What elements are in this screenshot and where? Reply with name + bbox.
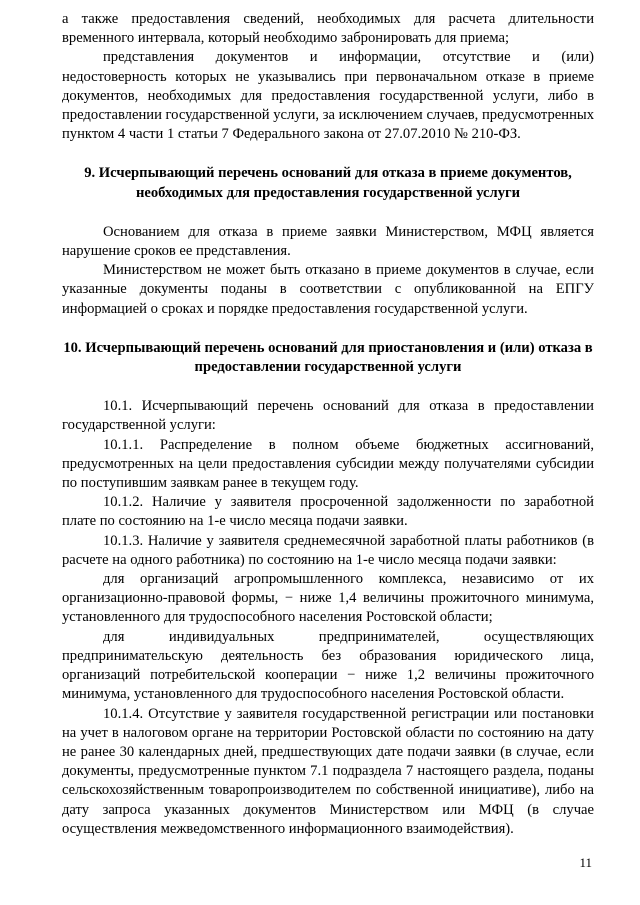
page-number: 11 [579, 855, 592, 870]
section-9-title: 9. Исчерпывающий перечень оснований для отказа в приеме документов, необходимых для предоставления государственной услуги [84, 165, 572, 201]
section-10-title: 10. Исчерпывающий перечень оснований для приостановления и (или) отказа в предоставлении государственной услуги [63, 339, 593, 376]
document-page [62, 10, 594, 839]
section-10-paragraph-3: 10.1.2. Наличие у заявителя просроченной задолженности по заработной плате по состоянию на 1-е число месяца подачи заявки. [62, 494, 594, 530]
paragraph-top-1: а также предоставления сведений, необходимых для расчета длительности временного интервала, который необходимо забронировать для приема; [62, 11, 594, 47]
section-10-paragraph-5: для организаций агропромышленного комплекса, независимо от их организационно-правовой формы, − ниже 1,4 величины прожиточного минимума, установленного для трудоспособного населения Ростовской области; [62, 571, 594, 626]
section-9-paragraph-1: Основанием для отказа в приеме заявки Министерством, МФЦ является нарушение сроков ее представления. [62, 223, 594, 260]
section-10-paragraph-6: для индивидуальных предпринимателей, осуществляющих предпринимательскую деятельность без образования юридического лица, организаций потребительской кооперации − ниже 1,2 величины прожиточного минимума, установленного для трудоспособного населения Ростовской области. [62, 628, 594, 703]
section-10-paragraph-7: 10.1.4. Отсутствие у заявителя государственной регистрации или постановки на учет в налоговом органе на территории Ростовской области по состоянию на дату не ранее 30 календарных дней, предшествующих дате подачи заявки (в случае, если документы, предусмотренные пунктом 7.1 подраздела 7 настоящего раздела, поданы сельскохозяйственным товаропроизводителем по собственной инициативе), либо на дату запроса указанных документов Министерством или МФЦ (в случае осуществления межведомственного информационного взаимодействия). [62, 705, 594, 837]
section-9-paragraph-2: Министерством не может быть отказано в приеме документов в случае, если указанные документы поданы в соответствии с опубликованной на ЕПГУ информацией о сроках и порядке предоставления государственной услуги. [62, 262, 594, 317]
section-10-paragraph-2: 10.1.1. Распределение в полном объеме бюджетных ассигнований, предусмотренных на цели предоставления субсидии между получателями субсидии по поступившим заявкам ранее в текущем году. [62, 436, 594, 492]
section-10-paragraph-1: 10.1. Исчерпывающий перечень оснований для отказа в предоставлении государственной услуги: [62, 398, 594, 434]
section-10-paragraph-4: 10.1.3. Наличие у заявителя среднемесячной заработной платы работников (в расчете на одного работника) по состоянию на 1-е число месяца подачи заявки: [62, 532, 594, 568]
paragraph-top-2: представления документов и информации, отсутствие и (или) недостоверность которых не указывались при первоначальном отказе в приеме документов, необходимых для предоставления государственной услуги, либо в предоставлении государственной услуги, за исключением случаев, предусмотренных пунктом 4 части 1 статьи 7 Федерального закона от 27.07.2010 № 210-ФЗ. [62, 49, 594, 143]
